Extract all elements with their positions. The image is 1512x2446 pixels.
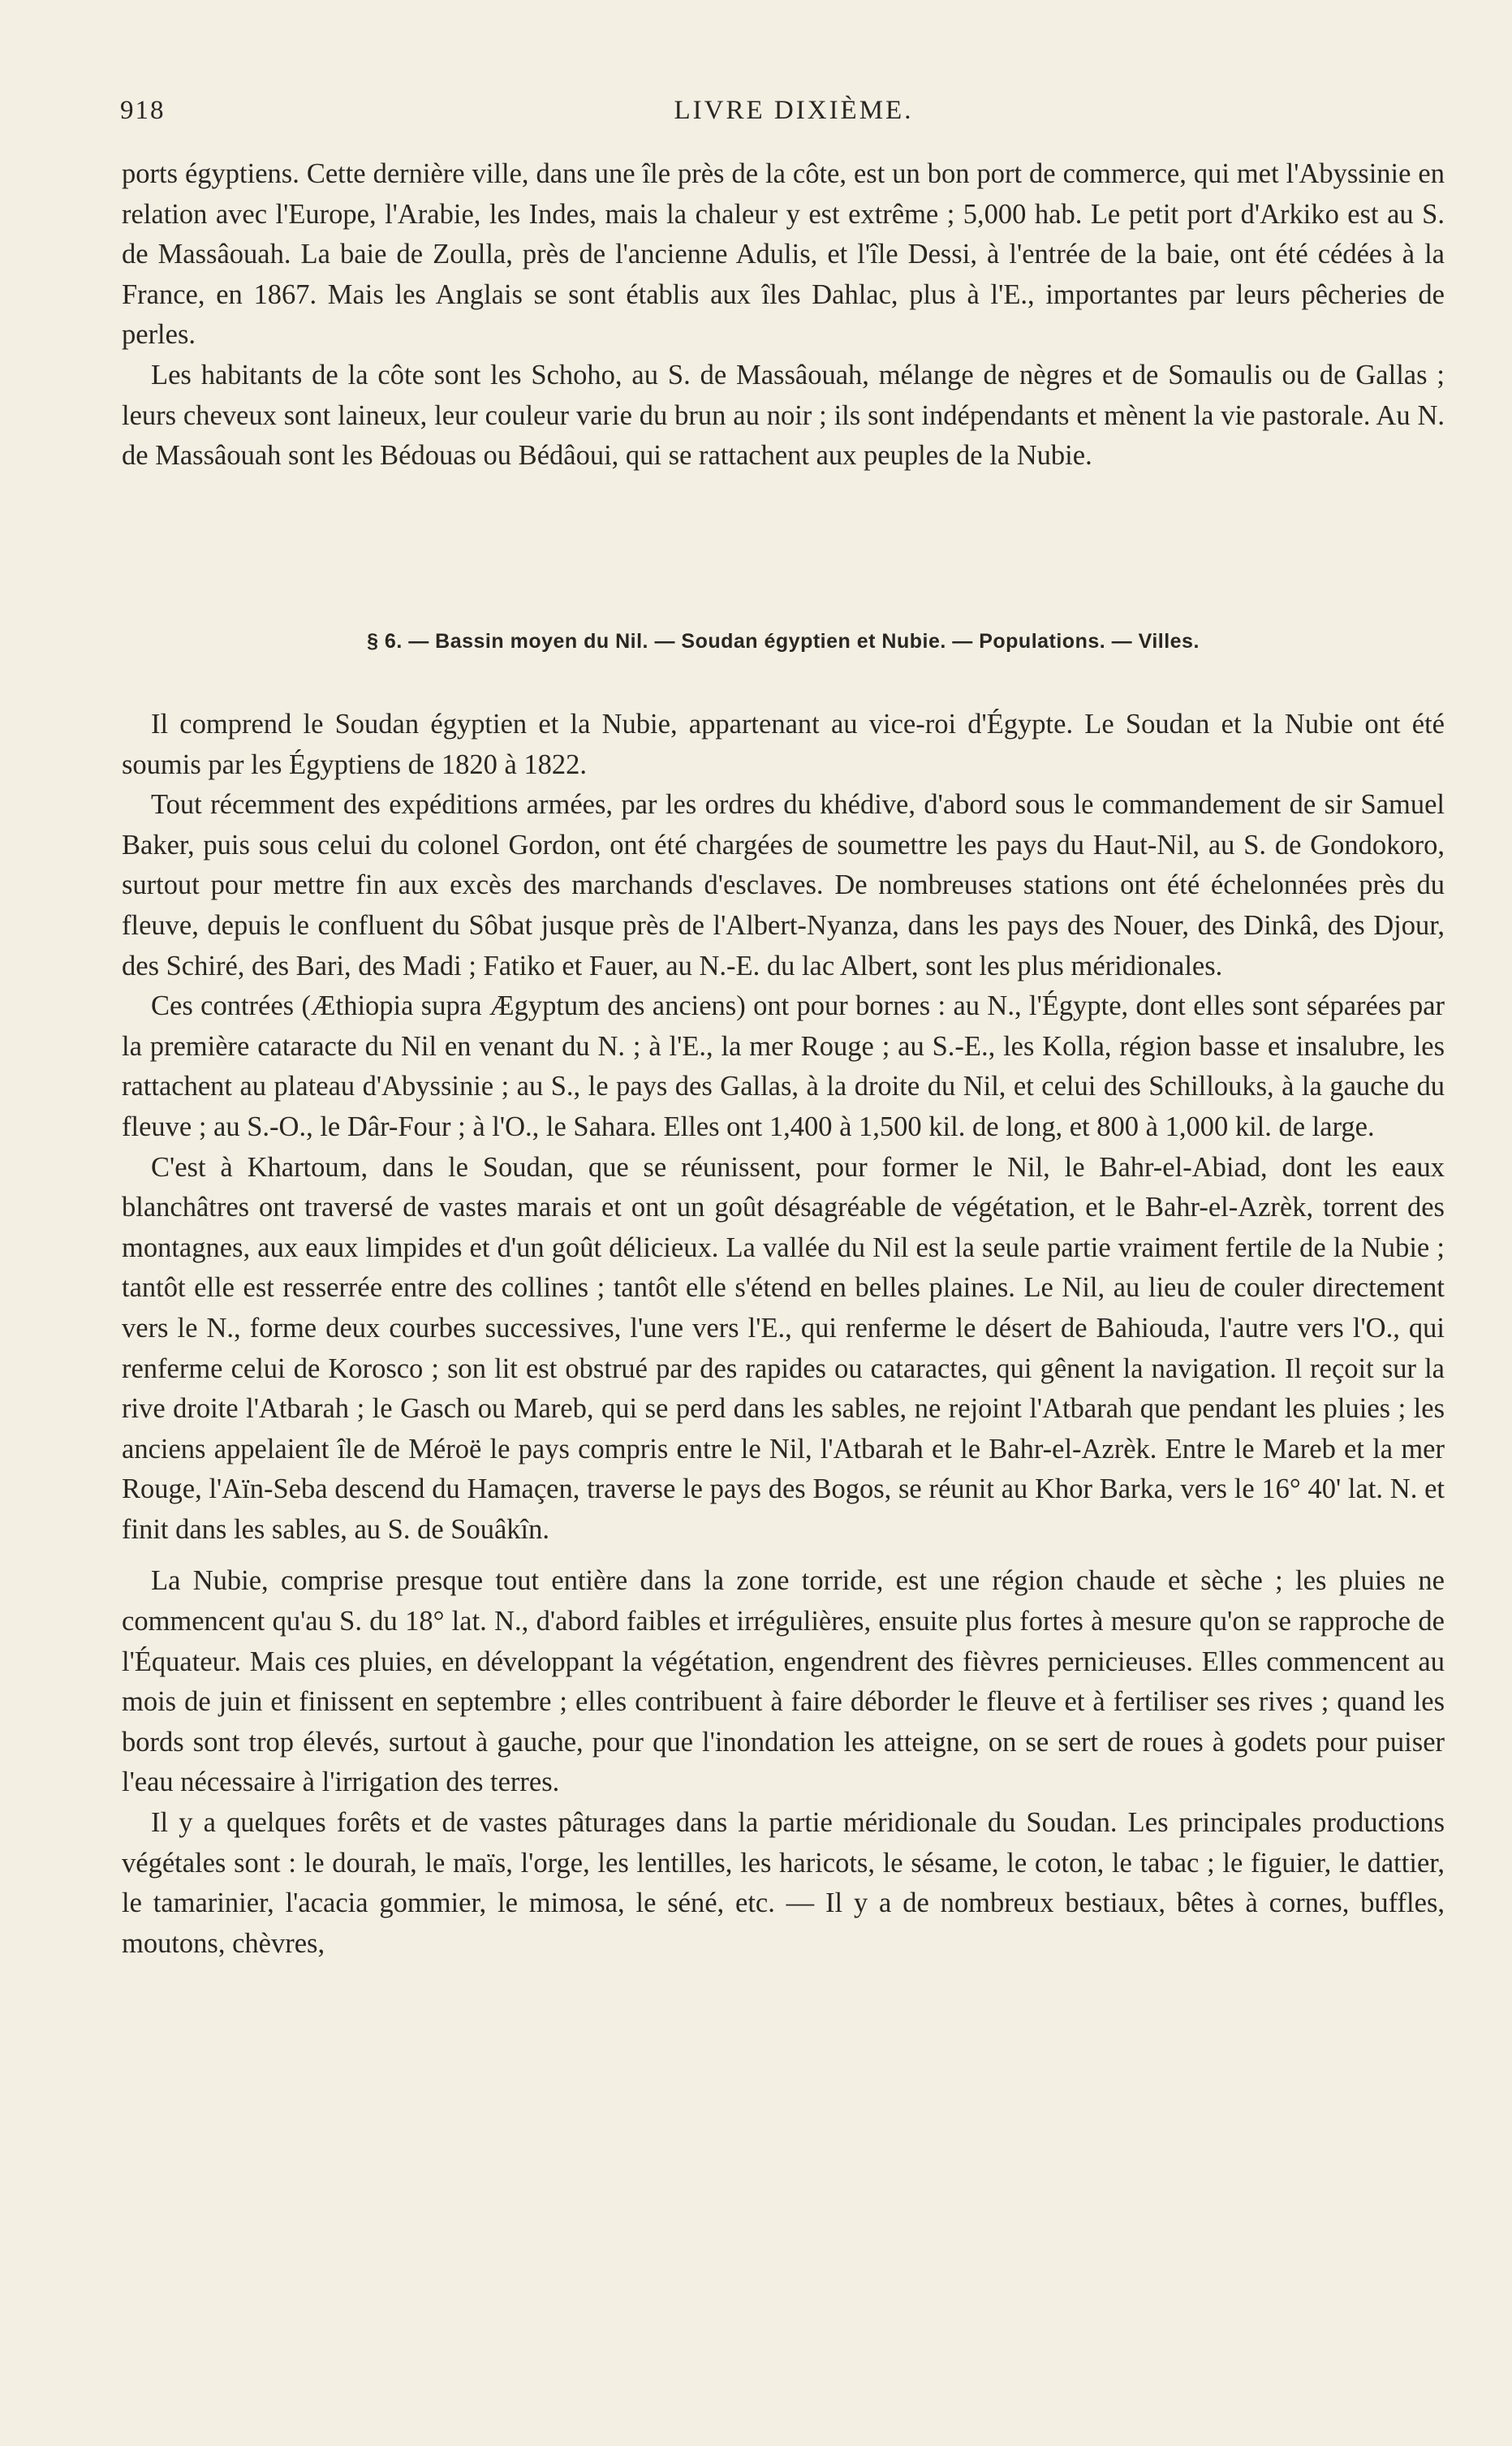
paragraph-ports: ports égyptiens. Cette dernière ville, dans une île près de la côte, est un bon port de commerce, qui met l'Abyssinie en relation avec l'Europe, l'Arabie, les Indes, mais la chaleur y est extrême ; 5,000 hab. Le petit port d'Arkiko est au S. de Massâouah. La baie de Zoulla, près de l'ancienne Adulis, et l'île Dessi, à l'entrée de la baie, ont été cédées à la France, en 1867. Mais les Anglais se sont établis aux îles Dahlac, plus à l'E., importantes par leurs pêcheries de perles. [122, 158, 1445, 351]
running-title: LIVRE DIXIÈME. [674, 96, 914, 125]
paragraph-contrees: Ces contrées (Æthiopia supra Ægyptum des anciens) ont pour bornes : au N., l'Égypte, dont elles sont séparées par la première cataracte du Nil en venant du N. ; à l'E., la mer Rouge ; au S.-E., les Kolla, région basse et insalubre, les rattachent au plateau d'Abyssinie ; au S., le pays des Gallas, à la droite du Nil, et celui des Schillouks, à la gauche du fleuve ; au S.-O., le Dâr-Four ; à l'O., le Sahara. Elles ont 1,400 à 1,500 kil. de long, et 800 à 1,000 kil. de large. [122, 990, 1445, 1142]
text-block-top [122, 154, 1445, 477]
paragraph-habitants: Les habitants de la côte sont les Schoho, au S. de Massâouah, mélange de nègres et de Somaulis ou de Gallas ; leurs cheveux sont laineux, leur couleur varie du brun au noir ; ils sont indépendants et mènent la vie pastorale. Au N. de Massâouah sont les Bédouas ou Bédâoui, qui se rattachent aux peuples de la Nubie. [122, 359, 1445, 472]
running-header [120, 96, 1467, 128]
page-number: 918 [120, 96, 166, 125]
text-block-main [122, 705, 1445, 1964]
paragraph-khartoum: C'est à Khartoum, dans le Soudan, que se réunissent, pour former le Nil, le Bahr-el-Abiad, dont les eaux blanchâtres ont traversé de vastes marais et ont un goût désagréable de végétation, et le Bahr-el-Azrèk, torrent des montagnes, aux eaux limpides et d'un goût délicieux. La vallée du Nil est la seule partie vraiment fertile de la Nubie ; tantôt elle est resserrée entre des collines ; tantôt elle s'étend en belles plaines. Le Nil, au lieu de couler directement vers le N., forme deux courbes successives, l'une vers l'E., qui renferme le désert de Bahiouda, l'autre vers l'O., qui renferme celui de Korosco ; son lit est obstrué par des rapides ou cataractes, qui gênent la navigation. Il reçoit sur la rive droite l'Atbarah ; le Gasch ou Mareb, qui se perd dans les sables, ne rejoint l'Atbarah que pendant les pluies ; les anciens appelaient île de Méroë le pays compris entre le Nil, l'Atbarah et le Bahr-el-Azrèk. Entre le Mareb et la mer Rouge, l'Aïn-Seba descend du Hamaçen, traverse le pays des Bogos, se réunit au Khor Barka, vers le 16° 40' lat. N. et finit dans les sables, au S. de Souâkîn. [122, 1151, 1445, 1545]
paragraph-gap [122, 1550, 1445, 1561]
paragraph-forets: Il y a quelques forêts et de vastes pâturages dans la partie méridionale du Soudan. Les principales productions végétales sont : le dourah, le maïs, l'orge, les lentilles, les haricots, le sésame, le coton, le tabac ; le figuier, le dattier, le tamarinier, l'acacia gommier, le mimosa, le séné, etc. — Il y a de nombreux bestiaux, bêtes à cornes, buffles, moutons, chèvres, [122, 1807, 1445, 1959]
paragraph-nubie: La Nubie, comprise presque tout entière dans la zone torride, est une région chaude et sèche ; les pluies ne commencent qu'au S. du 18° lat. N., d'abord faibles et irrégulières, ensuite plus fortes à mesure qu'on se rapproche de l'Équateur. Mais ces pluies, en développant la végétation, engendrent des fièvres pernicieuses. Elles commencent au mois de juin et finissent en septembre ; elles contribuent à faire déborder le fleuve et à fertiliser ses rives ; quand les bords sont trop élevés, surtout à gauche, pour que l'inondation les atteigne, on se sert de roues à godets pour puiser l'eau nécessaire à l'irrigation des terres. [122, 1565, 1445, 1798]
section-heading: § 6. — Bassin moyen du Nil. — Soudan égyptien et Nubie. — Populations. — Villes. [367, 630, 1200, 653]
paragraph-comprend: Il comprend le Soudan égyptien et la Nubie, appartenant au vice-roi d'Égypte. Le Soudan et la Nubie ont été soumis par les Égyptiens de 1820 à 1822. [122, 709, 1445, 780]
paragraph-expeditions: Tout récemment des expéditions armées, par les ordres du khédive, d'abord sous le commandement de sir Samuel Baker, puis sous celui du colonel Gordon, ont été chargées de soumettre les pays du Haut-Nil, au S. de Gondokoro, surtout pour mettre fin aux excès des marchands d'esclaves. De nombreuses stations ont été échelonnées près du fleuve, depuis le confluent du Sôbat jusque près de l'Albert-Nyanza, dans les pays des Nouer, des Dinkâ, des Djour, des Schiré, des Bari, des Madi ; Fatiko et Fauer, au N.-E. du lac Albert, sont les plus méridionales. [122, 789, 1445, 981]
